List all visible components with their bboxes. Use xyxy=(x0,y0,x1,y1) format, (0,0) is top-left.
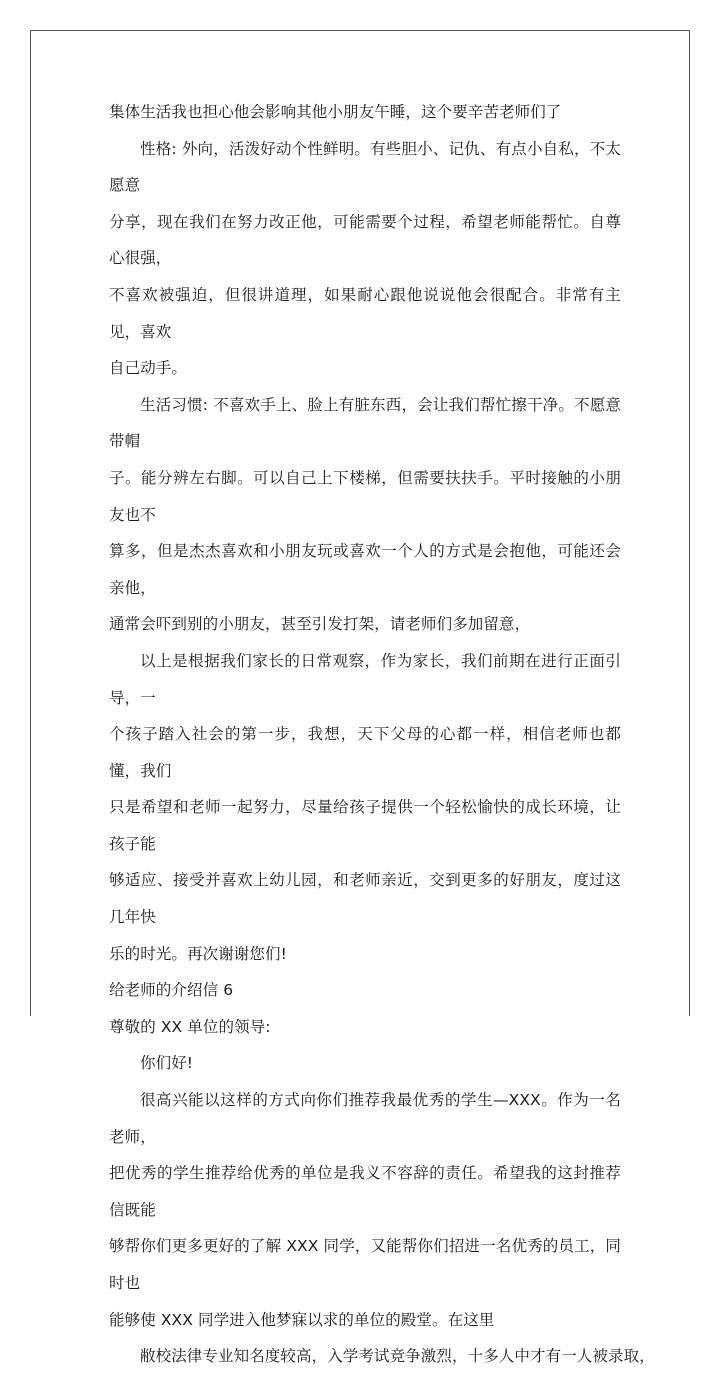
text-line: 个孩子踏入社会的第一步，我想，天下父母的心都一样，相信老师也都懂，我们 xyxy=(109,725,621,780)
text-line: 把优秀的学生推荐给优秀的单位是我义不容辞的责任。希望我的这封推荐信既能 xyxy=(109,1164,621,1219)
paragraph-habits xyxy=(109,387,621,643)
section-heading xyxy=(109,972,621,1009)
text-line: 生活习惯: 不喜欢手上、脸上有脏东西，会让我们帮忙擦干净。不愿意带帽 xyxy=(109,395,621,451)
paragraph-recommendation xyxy=(109,1082,621,1338)
text-line: 能够使 XXX 同学进入他梦寐以求的单位的殿堂。在这里 xyxy=(109,1310,495,1329)
text-line: 分享，现在我们在努力改正他，可能需要个过程，希望老师能帮忙。自尊心很强， xyxy=(109,212,621,268)
salutation xyxy=(109,1009,621,1046)
paragraph-parent-summary xyxy=(109,643,621,972)
greeting xyxy=(109,1045,621,1082)
text-line: 很高兴能以这样的方式向你们推荐我最优秀的学生—XXX。作为一名老师， xyxy=(109,1091,621,1146)
text-line: 给老师的介绍信 6 xyxy=(109,981,234,1000)
text-line: 你们好! xyxy=(140,1054,194,1073)
text-line: 够帮你们更多更好的了解 XXX 同学，又能帮你们招进一名优秀的员工，同时也 xyxy=(109,1237,621,1292)
text-line: 子。能分辨左右脚。可以自己上下楼梯，但需要扶扶手。平时接触的小朋友也不 xyxy=(109,468,621,524)
text-line: 不喜欢被强迫，但很讲道理，如果耐心跟他说说他会很配合。非常有主见，喜欢 xyxy=(109,285,621,341)
paragraph-nap-concern xyxy=(109,94,621,131)
text-line: 性格: 外向，活泼好动个性鲜明。有些胆小、记仇、有点小自私，不太愿意 xyxy=(109,139,621,195)
text-line: 以上是根据我们家长的日常观察，作为家长，我们前期在进行正面引导，一 xyxy=(109,651,621,707)
text-line: 集体生活我也担心他会影响其他小朋友午睡，这个要辛苦老师们了 xyxy=(109,103,562,121)
text-line: 算多，但是杰杰喜欢和小朋友玩或喜欢一个人的方式是会抱他，可能还会亲他， xyxy=(109,542,621,597)
text-line: 够适应、接受并喜欢上幼儿园，和老师亲近，交到更多的好朋友，度过这几年快 xyxy=(109,871,621,927)
text-line: 尊敬的 XX 单位的领导: xyxy=(109,1017,271,1036)
text-line: 自己动手。 xyxy=(109,359,188,378)
text-line: 乐的时光。再次谢谢您们! xyxy=(109,944,287,963)
text-line: 只是希望和老师一起努力，尽量给孩子提供一个轻松愉快的成长环境，让孩子能 xyxy=(109,798,621,853)
text-line: 通常会吓到别的小朋友，甚至引发打架，请老师们多加留意， xyxy=(109,615,531,634)
paragraph-school xyxy=(109,1338,655,1375)
document-body xyxy=(109,94,655,1375)
text-line: 敝校法律专业知名度较高，入学考试竞争激烈，十多人中才有一人被录取， xyxy=(140,1347,655,1366)
paragraph-personality xyxy=(109,131,621,387)
